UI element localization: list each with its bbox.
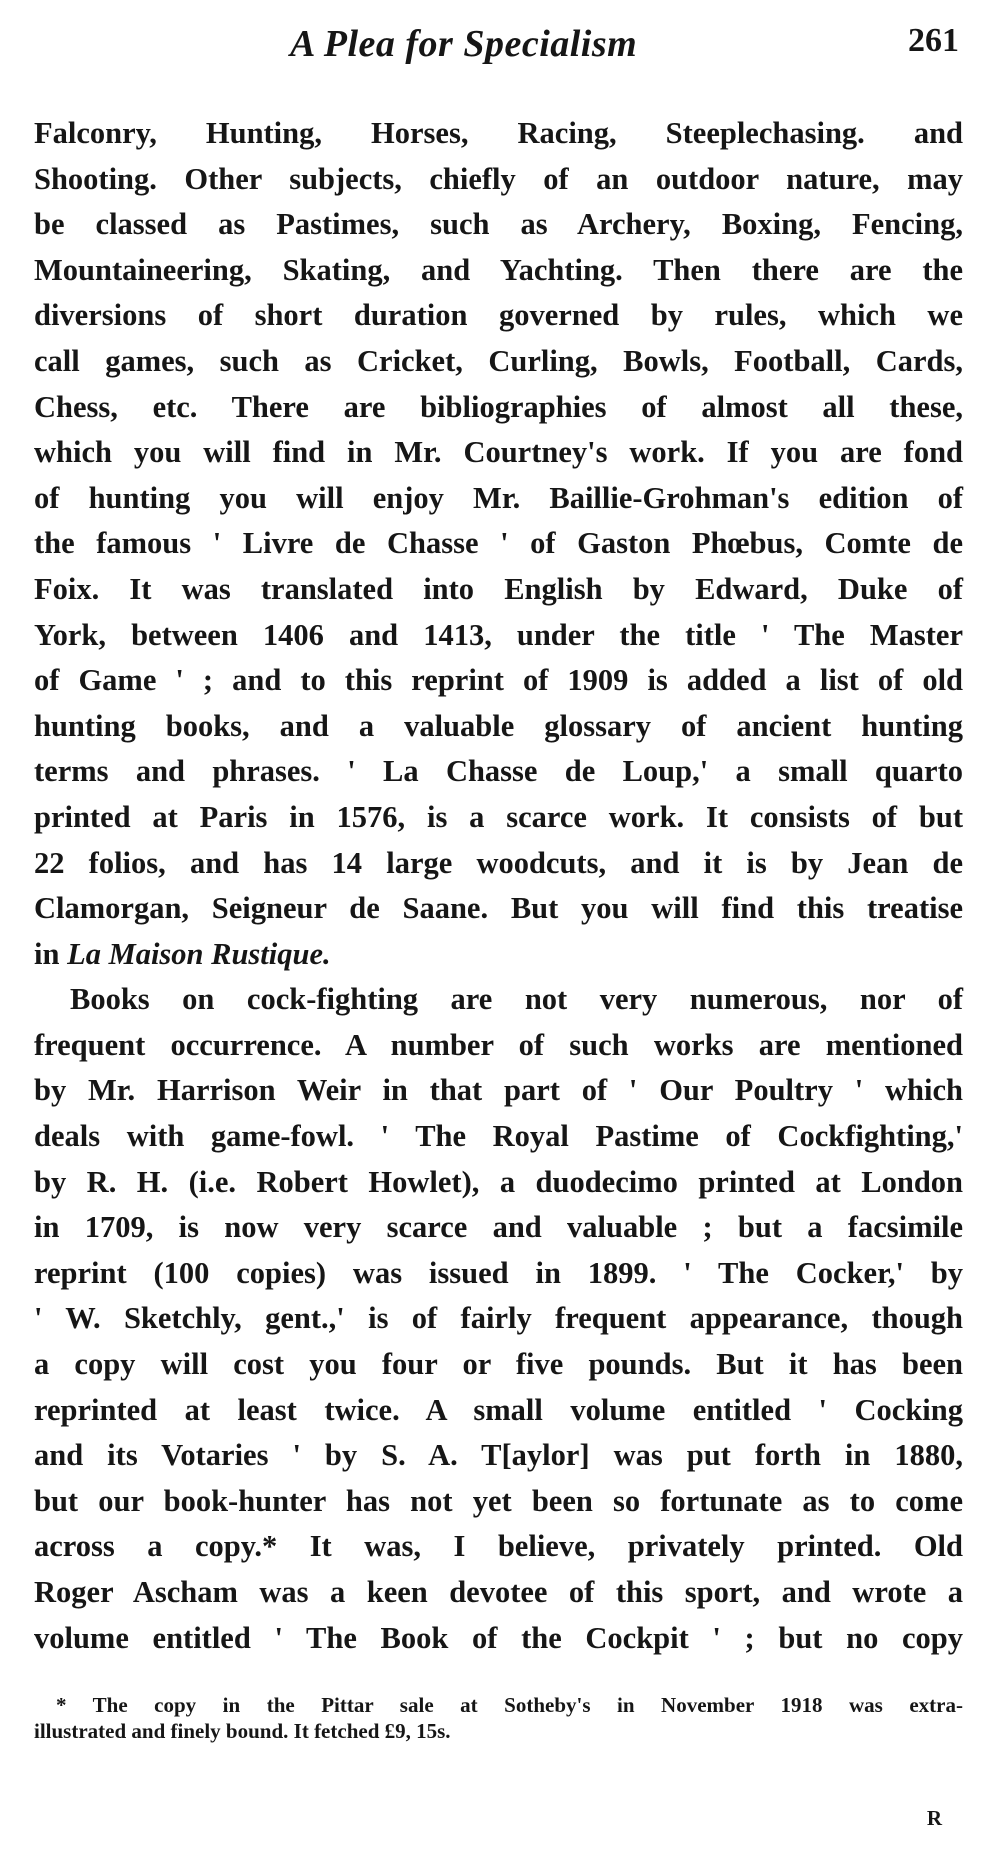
body-line: which you will find in Mr. Courtney's work. If you are fond [34,435,963,470]
paragraph-line: by R. H. (i.e. Robert Howlet), a duodecimo printed at London [34,1164,963,1199]
body-line: hunting books, and a valuable glossary of ancient hunting [34,708,963,743]
footnote-line: * The copy in the Pittar sale at Sotheby's in November 1918 was extra- [56,1693,963,1717]
body-line: be classed as Pastimes, such as Archery, Boxing, Fencing, [34,207,963,242]
body-line: of hunting you will enjoy Mr. Baillie-Grohman's edition of [34,480,963,515]
body-line: York, between 1406 and 1413, under the title ' The Master [34,617,963,652]
page-number: 261 [908,22,959,59]
body-line: 22 folios, and has 14 large woodcuts, and it is by Jean de [34,845,963,880]
body-line: terms and phrases. ' La Chasse de Loup,' a small quarto [34,754,963,789]
body-line: of Game ' ; and to this reprint of 1909 is added a list of old [34,663,963,698]
body-line: Foix. It was translated into English by Edward, Duke of [34,571,963,606]
footnote [34,1692,963,1744]
body-line-last [34,932,963,978]
paragraph-line: ' W. Sketchly, gent.,' is of fairly frequent appearance, though [34,1301,963,1336]
paragraph-line: across a copy.* It was, I believe, privately printed. Old [34,1529,963,1564]
running-head: A Plea for Specialism [290,23,638,65]
paragraph-line: reprint (100 copies) was issued in 1899. ' The Cocker,' by [34,1255,963,1290]
body-line: the famous ' Livre de Chasse ' of Gaston Phœbus, Comte de [34,526,963,561]
paragraph-line: a copy will cost you four or five pounds. But it has been [34,1347,963,1382]
body-line: Chess, etc. There are bibliographies of almost all these, [34,389,963,424]
paragraph-line: Books on cock-fighting are not very numerous, nor of [70,982,963,1017]
paragraph-line: in 1709, is now very scarce and valuable ; but a facsimile [34,1210,963,1245]
body-line: Clamorgan, Seigneur de Saane. But you will find this treatise [34,891,963,926]
body-text [34,111,963,1661]
body-line: diversions of short duration governed by rules, which we [34,298,963,333]
body-line: printed at Paris in 1576, is a scarce work. It consists of but [34,799,963,834]
body-line-prefix: in [34,936,68,971]
paragraph-line: volume entitled ' The Book of the Cockpit ' ; but no copy [34,1620,963,1655]
italic-title: La Maison Rustique. [67,936,331,971]
paragraph-line: Roger Ascham was a keen devotee of this sport, and wrote a [34,1575,963,1609]
body-line: Falconry, Hunting, Horses, Racing, Steeplechasing. and [34,116,963,150]
paragraph-line: deals with game-fowl. ' The Royal Pastime of Cockfighting,' [34,1119,963,1154]
body-line: Mountaineering, Skating, and Yachting. Then there are the [34,252,963,287]
paragraph-line: but our book-hunter has not yet been so fortunate as to come [34,1483,963,1518]
paragraph-line: and its Votaries ' by S. A. T[aylor] was put forth in 1880, [34,1438,963,1473]
paragraph-line: reprinted at least twice. A small volume entitled ' Cocking [34,1392,963,1427]
footnote-line: illustrated and finely bound. It fetched £9, 15s. [34,1719,451,1743]
signature-mark: R [926,1806,942,1830]
paragraph-line: by Mr. Harrison Weir in that part of ' Our Poultry ' which [34,1073,963,1108]
body-line: call games, such as Cricket, Curling, Bowls, Football, Cards, [34,343,963,378]
body-line: Shooting. Other subjects, chiefly of an outdoor nature, may [34,161,963,196]
paragraph-line: frequent occurrence. A number of such works are mentioned [34,1027,963,1062]
